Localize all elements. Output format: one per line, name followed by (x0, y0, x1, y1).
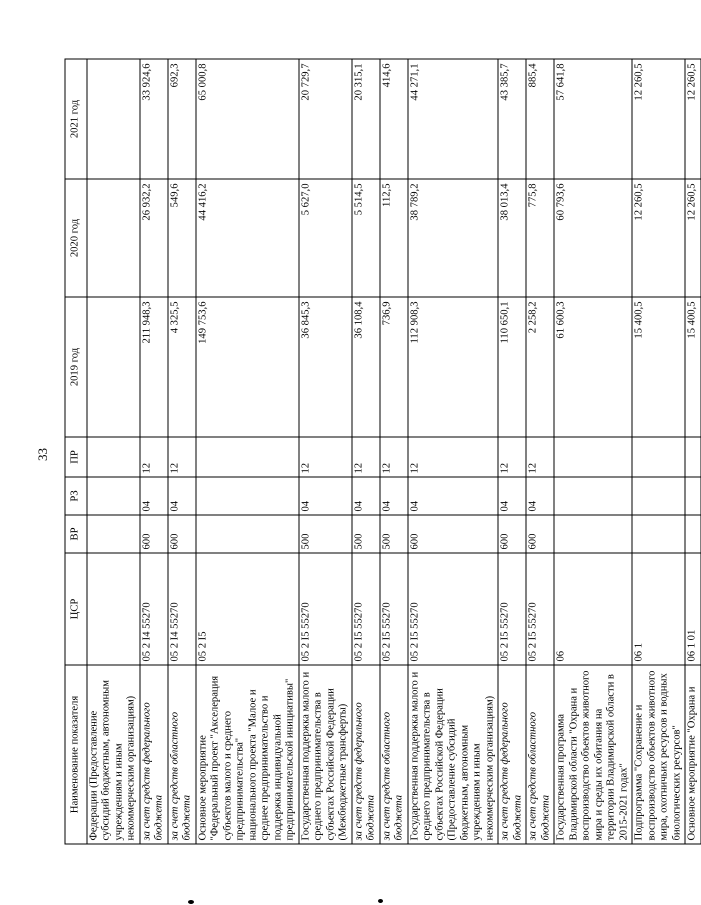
cell-pr (195, 437, 298, 477)
cell-y2019: 36 845,3 (298, 297, 351, 437)
cell-csr: 06 1 (632, 553, 685, 665)
scan-mark (188, 900, 194, 904)
rotated-table-container (64, 60, 697, 845)
cell-rz (195, 477, 298, 515)
table-row (351, 59, 379, 844)
cell-rz: 04 (526, 477, 554, 515)
cell-csr: 06 (554, 553, 632, 665)
cell-pr: 12 (298, 437, 351, 477)
cell-name: за счет средств областного бюджета (167, 665, 195, 844)
cell-y2021: 33 924,6 (139, 59, 167, 179)
cell-y2020: 60 793,6 (554, 179, 632, 297)
cell-vr: 600 (167, 515, 195, 553)
cell-vr (554, 515, 632, 553)
cell-name: за счет средств федерального бюджета (498, 665, 526, 844)
cell-y2019: 112 908,3 (407, 297, 498, 437)
cell-y2019: 110 650,1 (498, 297, 526, 437)
budget-table (64, 59, 701, 845)
cell-y2019 (86, 297, 139, 437)
cell-name: Федерации (Предоставление субсидий бюджетным, автономным учреждениям и иным некоммерческим организациям) (86, 665, 139, 844)
cell-y2020: 44 416,2 (195, 179, 298, 297)
table-row (195, 59, 298, 844)
cell-pr: 12 (139, 437, 167, 477)
cell-y2019: 61 600,3 (554, 297, 632, 437)
cell-rz (685, 477, 701, 515)
cell-y2020: 38 789,2 (407, 179, 498, 297)
cell-name: за счет средств федерального бюджета (139, 665, 167, 844)
header-2020: 2020 год (65, 179, 87, 297)
cell-y2020: 12 260,5 (685, 179, 701, 297)
header-csr: ЦСР (65, 553, 87, 665)
table-body (86, 59, 700, 844)
cell-pr: 12 (379, 437, 407, 477)
cell-csr: 05 2 I5 55270 (298, 553, 351, 665)
scan-mark (378, 899, 383, 903)
cell-name: Основное мероприятие "Федеральный проект "Акселерация субъектов малого и среднего предпринимательства" национального проекта "Малое и среднее предпринимательство и поддержка индивидуальной предпринимательской инициативы" (195, 665, 298, 844)
cell-y2021: 885,4 (526, 59, 554, 179)
table-row (379, 59, 407, 844)
cell-vr: 600 (526, 515, 554, 553)
cell-y2020: 549,6 (167, 179, 195, 297)
cell-vr: 500 (298, 515, 351, 553)
cell-y2020: 112,5 (379, 179, 407, 297)
cell-y2021: 44 271,1 (407, 59, 498, 179)
cell-y2019: 36 108,4 (351, 297, 379, 437)
cell-name: Государственная поддержка малого и среднего предпринимательства в субъектах Российской Федерации (Межбюджетные трансферты) (298, 665, 351, 844)
table-row (86, 59, 139, 844)
header-pr: ПР (65, 437, 87, 477)
cell-y2019: 2 258,2 (526, 297, 554, 437)
cell-y2021: 414,6 (379, 59, 407, 179)
table-row (685, 59, 701, 844)
cell-pr (632, 437, 685, 477)
table-row (554, 59, 632, 844)
cell-pr (554, 437, 632, 477)
cell-csr: 05 2 I5 55270 (351, 553, 379, 665)
cell-name: за счет средств областного бюджета (379, 665, 407, 844)
cell-y2021: 12 260,5 (685, 59, 701, 179)
cell-rz (86, 477, 139, 515)
table-row (498, 59, 526, 844)
cell-rz (632, 477, 685, 515)
cell-rz: 04 (298, 477, 351, 515)
cell-y2019: 149 753,6 (195, 297, 298, 437)
cell-pr: 12 (351, 437, 379, 477)
cell-csr: 05 2 I5 55270 (498, 553, 526, 665)
table-row (298, 59, 351, 844)
cell-pr: 12 (498, 437, 526, 477)
cell-pr: 12 (526, 437, 554, 477)
page-number: 33 (35, 448, 50, 461)
table-row (167, 59, 195, 844)
cell-name: за счет средств областного бюджета (526, 665, 554, 844)
cell-rz: 04 (139, 477, 167, 515)
cell-y2020: 12 260,5 (632, 179, 685, 297)
table-row (632, 59, 685, 844)
cell-rz: 04 (167, 477, 195, 515)
cell-y2021: 57 641,8 (554, 59, 632, 179)
cell-csr: 06 1 01 (685, 553, 701, 665)
cell-rz: 04 (379, 477, 407, 515)
cell-rz: 04 (407, 477, 498, 515)
cell-y2020: 38 013,4 (498, 179, 526, 297)
cell-rz (554, 477, 632, 515)
table-row (139, 59, 167, 844)
cell-y2020: 5 627,0 (298, 179, 351, 297)
cell-vr: 500 (351, 515, 379, 553)
cell-y2021: 12 260,5 (632, 59, 685, 179)
cell-y2021: 20 729,7 (298, 59, 351, 179)
cell-y2021: 20 315,1 (351, 59, 379, 179)
cell-y2019: 211 948,3 (139, 297, 167, 437)
header-name: Наименование показателя (65, 665, 87, 844)
cell-y2020: 775,8 (526, 179, 554, 297)
header-2019: 2019 год (65, 297, 87, 437)
cell-y2020 (86, 179, 139, 297)
cell-pr: 12 (407, 437, 498, 477)
cell-name: за счет средств федерального бюджета (351, 665, 379, 844)
cell-rz: 04 (498, 477, 526, 515)
cell-csr: 05 2 I4 55270 (139, 553, 167, 665)
cell-y2020: 26 932,2 (139, 179, 167, 297)
cell-y2019: 15 400,5 (632, 297, 685, 437)
cell-vr (195, 515, 298, 553)
cell-csr: 05 2 I5 (195, 553, 298, 665)
cell-y2020: 5 514,5 (351, 179, 379, 297)
cell-rz: 04 (351, 477, 379, 515)
cell-pr (86, 437, 139, 477)
cell-y2021: 692,3 (167, 59, 195, 179)
cell-y2021 (86, 59, 139, 179)
header-2021: 2021 год (65, 59, 87, 179)
cell-csr (86, 553, 139, 665)
table-row (526, 59, 554, 844)
cell-pr: 12 (167, 437, 195, 477)
cell-name: Государственная программа Владимирской области "Охрана и воспроизводство объектов животного мира и среды их обитания на территории Владимирской области в 2015-2021 годах" (554, 665, 632, 844)
cell-vr: 600 (139, 515, 167, 553)
cell-vr (685, 515, 701, 553)
cell-y2019: 15 400,5 (685, 297, 701, 437)
table-header-row (65, 59, 87, 844)
cell-name: Государственная поддержка малого и среднего предпринимательства в субъектах Российской Федерации (Предоставление субсидий бюджетным, автономным учреждениям и иным некоммерческим организациям) (407, 665, 498, 844)
cell-y2019: 4 325,5 (167, 297, 195, 437)
cell-csr: 05 2 I5 55270 (526, 553, 554, 665)
cell-y2021: 43 385,7 (498, 59, 526, 179)
cell-vr (86, 515, 139, 553)
cell-y2019: 736,9 (379, 297, 407, 437)
cell-csr: 05 2 I5 55270 (379, 553, 407, 665)
header-vr: ВР (65, 515, 87, 553)
cell-csr: 05 2 I5 55270 (407, 553, 498, 665)
cell-name: Основное мероприятие "Охрана и (685, 665, 701, 844)
cell-pr (685, 437, 701, 477)
cell-y2021: 65 000,8 (195, 59, 298, 179)
table-row (407, 59, 498, 844)
header-rz: РЗ (65, 477, 87, 515)
cell-name: Подпрограмма "Сохранение и воспроизводство объектов животного мира, охотничьих ресурсов и водных биологических ресурсов" (632, 665, 685, 844)
cell-vr: 600 (407, 515, 498, 553)
cell-vr: 500 (379, 515, 407, 553)
cell-vr (632, 515, 685, 553)
cell-csr: 05 2 I4 55270 (167, 553, 195, 665)
cell-vr: 600 (498, 515, 526, 553)
